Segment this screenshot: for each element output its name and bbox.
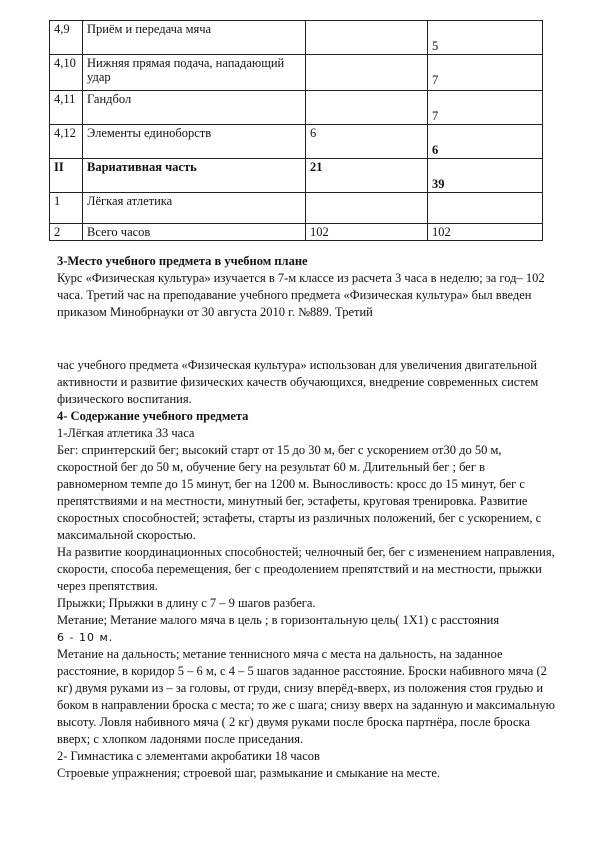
section-3 [57, 253, 557, 321]
subsection-athletics: 1-Лёгкая атлетика 33 часа [57, 426, 195, 440]
row-number: 4,9 [50, 21, 83, 55]
table-row [50, 91, 543, 125]
section-4-heading: 4- Содержание учебного предмета [57, 409, 249, 423]
row-number: II [50, 159, 83, 193]
section-3-heading: 3-Место учебного предмета в учебном плане [57, 254, 308, 268]
row-hours-a: 102 [306, 224, 428, 241]
row-title: Вариативная часть [83, 159, 306, 193]
row-hours-b: 7 [428, 55, 543, 91]
jumps-paragraph: Прыжки; Прыжки в длину с 7 – 9 шагов разбега. [57, 596, 316, 610]
section-3-continued [57, 357, 557, 782]
distance-throw-paragraph: Метание на дальность; метание теннисного мяча с места на дальность, на заданное расстояние, в коридор 5 – 6 м, с 4 – 5 шагов заданное расстояние. Броски набивного мяча (2 кг) двумя руками из – за головы, от груди, снизу вперёд-вверх, из положения стоя грудью и боком в направлении броска с места; то же с шага; снизу вверх на заданную и максимальную высоту. Ловля набивного мяча ( 2 кг) двумя руками после броска партнёра, после броска вверх; с хлопком ладонями после приседания. [57, 647, 555, 746]
table-row [50, 193, 543, 224]
row-hours-b [428, 193, 543, 224]
row-hours-a: 21 [306, 159, 428, 193]
row-title: Элементы единоборств [83, 125, 306, 159]
row-title: Лёгкая атлетика [83, 193, 306, 224]
row-hours-a [306, 91, 428, 125]
table-row [50, 159, 543, 193]
hours-table [49, 20, 543, 241]
row-hours-a [306, 21, 428, 55]
row-title: Приём и передача мяча [83, 21, 306, 55]
row-title: Гандбол [83, 91, 306, 125]
table-row [50, 224, 543, 241]
row-title: Всего часов [83, 224, 306, 241]
running-paragraph: Бег: спринтерский бег; высокий старт от 15 до 30 м, бег с ускорением от30 до 50 м, скоростной бег до 50 м, обучение бегу на результат 60 м. Длительный бег ; бег в равномерном темпе до 15 минут, бег на 1200 м. Выносливость: кросс до 15 минут, бег с препятствиями и на местности, минутный бег, эстафеты, круговая тренировка. Развитие скоростных способностей; эстафеты, старты из различных положений, бег с ускорением, с максимальной скоростью. [57, 443, 542, 542]
row-hours-b: 7 [428, 91, 543, 125]
subsection-gymnastics: 2- Гимнастика с элементами акробатики 18 часов [57, 749, 320, 763]
row-hours-a [306, 55, 428, 91]
row-hours-b: 6 [428, 125, 543, 159]
row-hours-b: 102 [428, 224, 543, 241]
table-row [50, 21, 543, 55]
row-hours-b: 5 [428, 21, 543, 55]
section-3-paragraph: Курс «Физическая культура» изучается в 7-м классе из расчета 3 часа в неделю; за год– 102 часа. Третий час на преподавание учебного предмета «Физическая культура» был введен приказом Минобрнауки от 30 августа 2010 г. №889. Третий [57, 271, 545, 319]
row-hours-b: 39 [428, 159, 543, 193]
coordination-paragraph: На развитие координационных способностей; челночный бег, бег с изменением направления, скорости, способа перемещения, бег с преодолением препятствий и на местности, прыжки через препятствия. [57, 545, 555, 593]
throwing-paragraph [57, 612, 557, 646]
table-row [50, 125, 543, 159]
row-hours-a [306, 193, 428, 224]
row-number: 2 [50, 224, 83, 241]
row-number: 1 [50, 193, 83, 224]
table-row [50, 55, 543, 91]
drill-paragraph: Строевые упражнения; строевой шаг, размыкание и смыкание на месте. [57, 766, 441, 780]
row-title: Нижняя прямая подача, нападающий удар [83, 55, 306, 91]
row-number: 4,12 [50, 125, 83, 159]
row-hours-a: 6 [306, 125, 428, 159]
throwing-distance: 6 - 10 м. [57, 631, 114, 644]
row-number: 4,10 [50, 55, 83, 91]
section-3-paragraph-continued: час учебного предмета «Физическая культура» использован для увеличения двигательной активности и развитие физических качеств обучающихся, внедрение современных систем физического воспитания. [57, 358, 539, 406]
row-number: 4,11 [50, 91, 83, 125]
throwing-text: Метание; Метание малого мяча в цель ; в горизонтальную цель( 1Х1) с расстояния [57, 613, 500, 627]
